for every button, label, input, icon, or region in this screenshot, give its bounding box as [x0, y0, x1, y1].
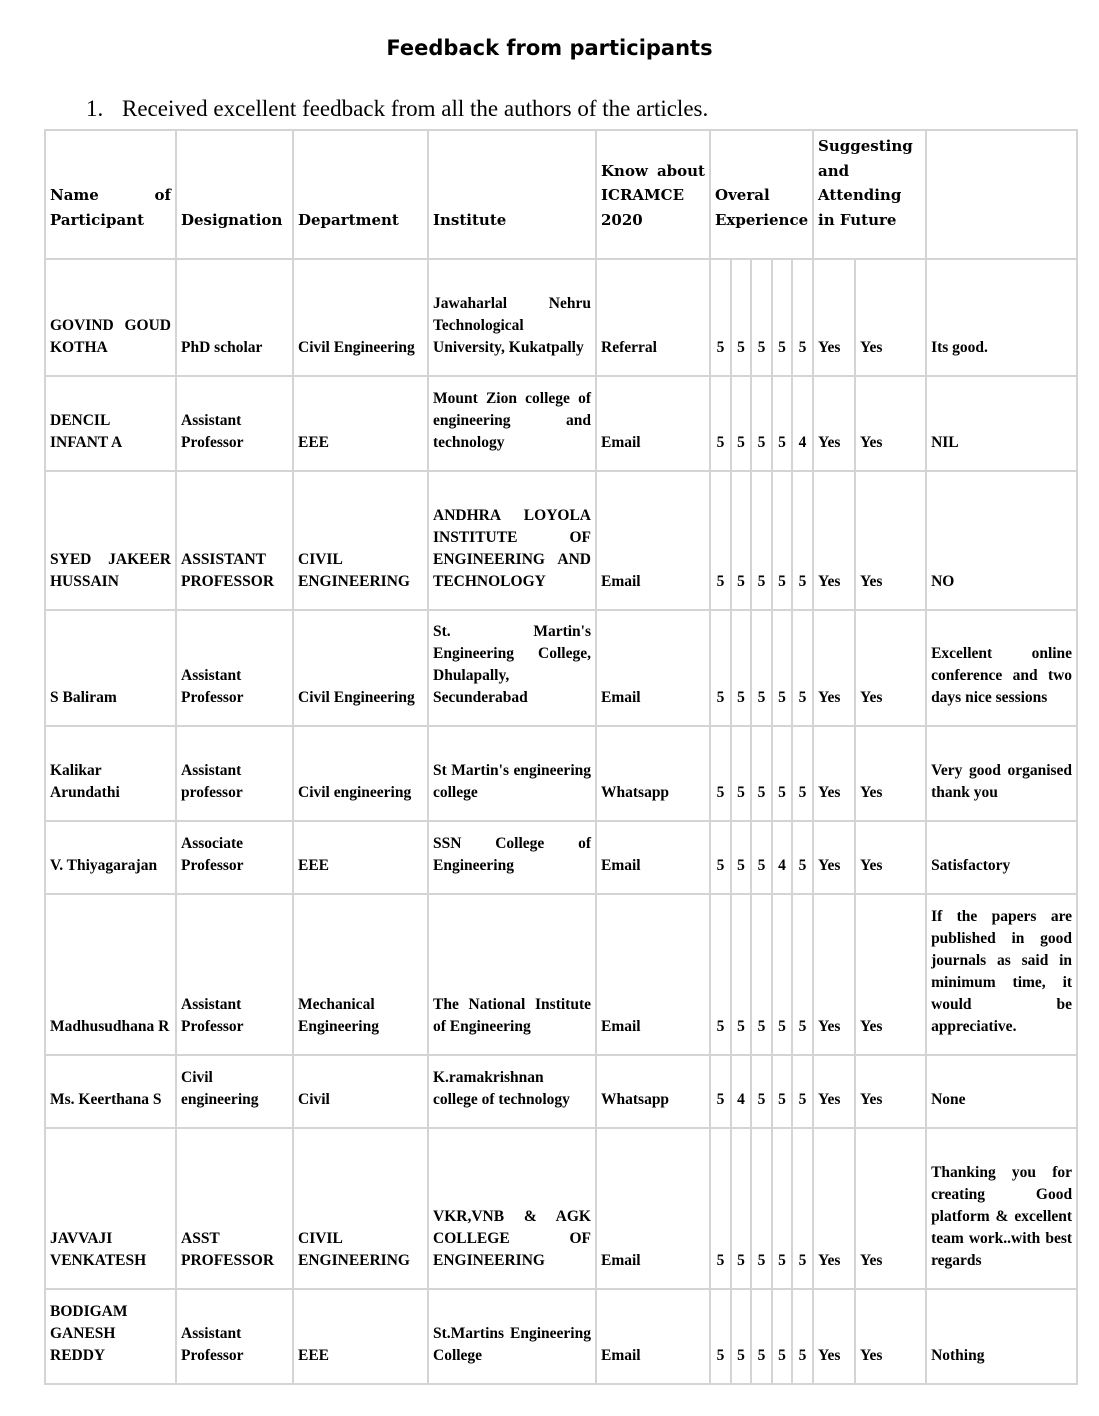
attend-cell: Yes: [855, 1128, 926, 1289]
comment-cell: Thanking you for creating Good platform & excellent team work..with best regards: [926, 1128, 1077, 1289]
table-row: [45, 1128, 1077, 1289]
designation-cell: Associate Professor: [176, 821, 293, 894]
experience-score: 5: [772, 471, 792, 610]
comment-cell: Its good.: [926, 259, 1077, 376]
experience-score: 5: [710, 259, 731, 376]
department-cell: Civil Engineering: [293, 610, 428, 726]
experience-score: 5: [710, 610, 731, 726]
experience-score: 5: [710, 376, 731, 471]
experience-score: 5: [710, 1128, 731, 1289]
experience-score: 5: [731, 259, 751, 376]
department-cell: CIVIL ENGINEERING: [293, 1128, 428, 1289]
institute-cell: ANDHRA LOYOLA INSTITUTE OF ENGINEERING AND TECHNOLOGY: [428, 471, 596, 610]
suggest-cell: Yes: [813, 894, 855, 1055]
feedback-table: [44, 129, 1078, 1385]
comment-cell: If the papers are published in good journals as said in minimum time, it would be appreciative.: [926, 894, 1077, 1055]
participant-name: Madhusudhana R: [45, 894, 176, 1055]
experience-score: 5: [751, 471, 772, 610]
participant-name: JAVVAJI VENKATESH: [45, 1128, 176, 1289]
experience-score: 5: [772, 726, 792, 821]
department-cell: EEE: [293, 376, 428, 471]
table-row: [45, 376, 1077, 471]
experience-score: 5: [751, 376, 772, 471]
experience-score: 5: [710, 726, 731, 821]
attend-cell: Yes: [855, 376, 926, 471]
attend-cell: Yes: [855, 610, 926, 726]
experience-score: 4: [772, 821, 792, 894]
institute-cell: Jawaharlal Nehru Technological University, Kukatpally: [428, 259, 596, 376]
know-about-cell: Referral: [596, 259, 710, 376]
participant-name: S Baliram: [45, 610, 176, 726]
participant-name: Kalikar Arundathi: [45, 726, 176, 821]
designation-cell: Assistant Professor: [176, 610, 293, 726]
know-about-cell: Email: [596, 610, 710, 726]
experience-score: 5: [731, 726, 751, 821]
attend-cell: Yes: [855, 821, 926, 894]
experience-score: 5: [731, 471, 751, 610]
list-number: 1.: [86, 96, 104, 121]
header-comment: [926, 130, 1077, 259]
attend-cell: Yes: [855, 726, 926, 821]
experience-score: 5: [710, 821, 731, 894]
comment-cell: NO: [926, 471, 1077, 610]
attend-cell: Yes: [855, 259, 926, 376]
experience-score: 5: [772, 610, 792, 726]
suggest-cell: Yes: [813, 259, 855, 376]
participant-name: GOVIND GOUD KOTHA: [45, 259, 176, 376]
suggest-cell: Yes: [813, 726, 855, 821]
experience-score: 5: [731, 894, 751, 1055]
experience-score: 5: [751, 894, 772, 1055]
know-about-cell: Email: [596, 1289, 710, 1384]
experience-score: 5: [772, 894, 792, 1055]
experience-score: 5: [792, 1055, 813, 1128]
participant-name: V. Thiyagarajan: [45, 821, 176, 894]
comment-cell: Very good organised thank you: [926, 726, 1077, 821]
comment-cell: Nothing: [926, 1289, 1077, 1384]
experience-score: 5: [751, 1128, 772, 1289]
designation-cell: Assistant Professor: [176, 376, 293, 471]
participant-name: SYED JAKEER HUSSAIN: [45, 471, 176, 610]
designation-cell: Assistant professor: [176, 726, 293, 821]
experience-score: 5: [710, 1289, 731, 1384]
suggest-cell: Yes: [813, 610, 855, 726]
experience-score: 4: [731, 1055, 751, 1128]
comment-cell: Satisfactory: [926, 821, 1077, 894]
table-row: [45, 894, 1077, 1055]
table-row: [45, 1055, 1077, 1128]
know-about-cell: Email: [596, 821, 710, 894]
experience-score: 5: [792, 1128, 813, 1289]
experience-score: 5: [772, 376, 792, 471]
header-institute: Institute: [428, 130, 596, 259]
table-row: [45, 610, 1077, 726]
experience-score: 5: [731, 1289, 751, 1384]
header-experience: Overal Experience: [710, 130, 813, 259]
participant-name: DENCIL INFANT A: [45, 376, 176, 471]
institute-cell: VKR,VNB & AGK COLLEGE OF ENGINEERING: [428, 1128, 596, 1289]
department-cell: Civil: [293, 1055, 428, 1128]
experience-score: 5: [731, 376, 751, 471]
comment-cell: Excellent online conference and two days nice sessions: [926, 610, 1077, 726]
attend-cell: Yes: [855, 1289, 926, 1384]
designation-cell: ASST PROFESSOR: [176, 1128, 293, 1289]
department-cell: EEE: [293, 821, 428, 894]
experience-score: 5: [792, 894, 813, 1055]
attend-cell: Yes: [855, 1055, 926, 1128]
suggest-cell: Yes: [813, 1289, 855, 1384]
department-cell: Mechanical Engineering: [293, 894, 428, 1055]
header-row: [45, 130, 1077, 259]
experience-score: 5: [792, 726, 813, 821]
experience-score: 5: [731, 610, 751, 726]
institute-cell: St. Martin's Engineering College, Dhulapally, Secunderabad: [428, 610, 596, 726]
designation-cell: ASSISTANT PROFESSOR: [176, 471, 293, 610]
experience-score: 5: [751, 1055, 772, 1128]
experience-score: 5: [792, 821, 813, 894]
experience-score: 5: [792, 610, 813, 726]
table-row: [45, 821, 1077, 894]
experience-score: 5: [772, 259, 792, 376]
intro-item: [86, 96, 708, 122]
designation-cell: PhD scholar: [176, 259, 293, 376]
know-about-cell: Email: [596, 894, 710, 1055]
institute-cell: SSN College of Engineering: [428, 821, 596, 894]
experience-score: 5: [792, 1289, 813, 1384]
experience-score: 5: [751, 259, 772, 376]
experience-score: 5: [772, 1055, 792, 1128]
table-row: [45, 471, 1077, 610]
institute-cell: K.ramakrishnan college of technology: [428, 1055, 596, 1128]
know-about-cell: Email: [596, 1128, 710, 1289]
experience-score: 5: [751, 821, 772, 894]
experience-score: 4: [792, 376, 813, 471]
header-know: Know about ICRAMCE 2020: [596, 130, 710, 259]
designation-cell: Assistant Professor: [176, 1289, 293, 1384]
header-department: Department: [293, 130, 428, 259]
department-cell: EEE: [293, 1289, 428, 1384]
experience-score: 5: [751, 1289, 772, 1384]
institute-cell: St.Martins Engineering College: [428, 1289, 596, 1384]
suggest-cell: Yes: [813, 471, 855, 610]
comment-cell: None: [926, 1055, 1077, 1128]
experience-score: 5: [792, 471, 813, 610]
experience-score: 5: [792, 259, 813, 376]
attend-cell: Yes: [855, 471, 926, 610]
experience-score: 5: [731, 1128, 751, 1289]
institute-cell: St Martin's engineering college: [428, 726, 596, 821]
participant-name: BODIGAM GANESH REDDY: [45, 1289, 176, 1384]
department-cell: CIVIL ENGINEERING: [293, 471, 428, 610]
attend-cell: Yes: [855, 894, 926, 1055]
header-future: Suggesting and Attending in Future: [813, 130, 926, 259]
experience-score: 5: [751, 610, 772, 726]
participant-name: Ms. Keerthana S: [45, 1055, 176, 1128]
suggest-cell: Yes: [813, 1128, 855, 1289]
intro-text: Received excellent feedback from all the authors of the articles.: [122, 96, 709, 121]
comment-cell: NIL: [926, 376, 1077, 471]
suggest-cell: Yes: [813, 376, 855, 471]
know-about-cell: Whatsapp: [596, 1055, 710, 1128]
know-about-cell: Whatsapp: [596, 726, 710, 821]
experience-score: 5: [731, 821, 751, 894]
designation-cell: Civil engineering: [176, 1055, 293, 1128]
know-about-cell: Email: [596, 376, 710, 471]
know-about-cell: Email: [596, 471, 710, 610]
department-cell: Civil Engineering: [293, 259, 428, 376]
page-title: Feedback from participants: [386, 36, 713, 60]
institute-cell: The National Institute of Engineering: [428, 894, 596, 1055]
designation-cell: Assistant Professor: [176, 894, 293, 1055]
table-row: [45, 259, 1077, 376]
experience-score: 5: [772, 1289, 792, 1384]
experience-score: 5: [772, 1128, 792, 1289]
header-name: Name of Participant: [45, 130, 176, 259]
experience-score: 5: [751, 726, 772, 821]
suggest-cell: Yes: [813, 1055, 855, 1128]
header-designation: Designation: [176, 130, 293, 259]
suggest-cell: Yes: [813, 821, 855, 894]
experience-score: 5: [710, 894, 731, 1055]
department-cell: Civil engineering: [293, 726, 428, 821]
table-row: [45, 726, 1077, 821]
table-row: [45, 1289, 1077, 1384]
institute-cell: Mount Zion college of engineering and technology: [428, 376, 596, 471]
experience-score: 5: [710, 1055, 731, 1128]
experience-score: 5: [710, 471, 731, 610]
